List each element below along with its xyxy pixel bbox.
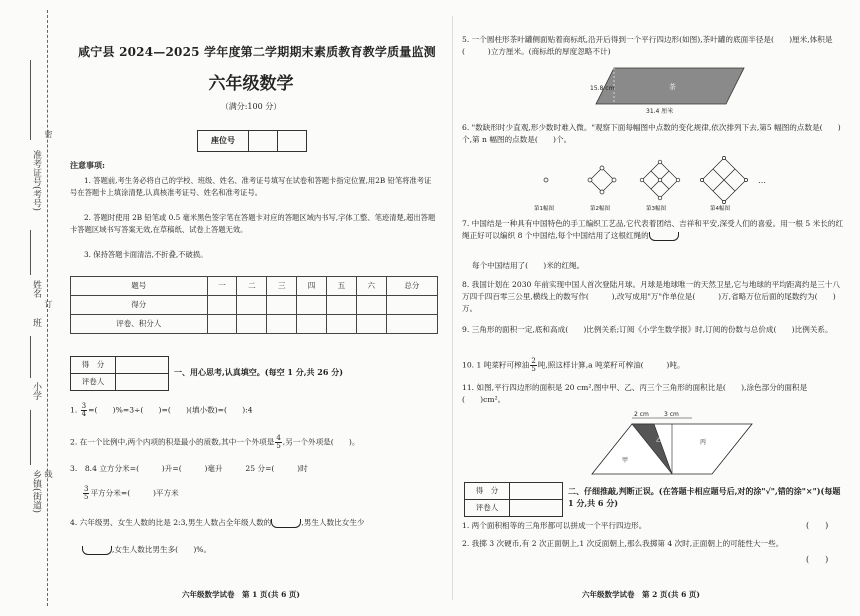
table-header-cell: 二 (237, 277, 267, 296)
score-cell[interactable] (326, 296, 356, 315)
score-cell[interactable] (237, 296, 267, 315)
binding-label-class: 班 (31, 318, 41, 327)
denominator: 5 (531, 365, 536, 373)
numerator: 3 (81, 402, 87, 410)
binding-seal-mark: 订 (44, 300, 53, 309)
question-7 (462, 218, 846, 242)
table-header-cell: 题号 (71, 277, 208, 296)
answer-paren[interactable]: ( ) (806, 555, 829, 564)
question-6: 6. "数缺形时少直观,形少数时难入微。"观察下面每幅图中点数的变化规律,依次排列下去,第5 幅图的点数是( )个,第 n 幅图的点数是( )个。 (462, 123, 841, 145)
region-label: 乙 (656, 437, 663, 444)
parallelogram-figure (590, 64, 764, 115)
score-cell[interactable] (267, 315, 297, 334)
binding-label-town: 乡镇(街道) (31, 470, 41, 514)
answer-blank[interactable] (271, 519, 301, 528)
table-row (71, 296, 438, 315)
question-number: 1. (70, 405, 78, 415)
dimension-label: 2 cm (634, 411, 649, 418)
page-footer: 六年级数学试卷 第 1 页(共 6 页) (182, 590, 300, 599)
grader-cell[interactable] (510, 500, 562, 516)
notice-title: 注意事项: (70, 160, 105, 170)
table-header-cell: 一 (207, 277, 237, 296)
table-header-cell: 总分 (386, 277, 437, 296)
question-text: =( )%=3÷( )=( )(填小数)=( ):4 (88, 405, 253, 415)
binding-underline (30, 230, 31, 275)
height-label: 15.8 cm (590, 85, 615, 92)
tea-label: 茶 (669, 83, 676, 91)
pattern-2 (588, 166, 616, 194)
section2-heading: 二、仔细推敲,判断正误。(在答题卡相应题号后,对的涂"√",错的涂"×")(每题 1 分,共 6 分) (568, 486, 841, 508)
right-page (462, 0, 850, 616)
question-text: ,男生人数比女生少 (301, 518, 365, 527)
fraction (83, 486, 89, 501)
question-1 (70, 403, 253, 418)
notice-item: 3. 保持答题卡面清洁,不折叠,不破损。 (84, 250, 208, 259)
score-cell[interactable] (356, 315, 386, 334)
binding-underline (30, 60, 31, 140)
seat-number-label: 座位号 (198, 131, 249, 151)
fraction (530, 358, 536, 373)
pattern-label: 第2幅图 (590, 206, 610, 212)
binding-label-name: 姓名 (31, 280, 41, 298)
grader-label: 评卷人 (71, 374, 116, 390)
score-cell[interactable] (326, 315, 356, 334)
question-text: ,女生人数比男生多( )%。 (112, 545, 212, 554)
seat-number-box (197, 130, 307, 152)
region-label: 甲 (622, 457, 629, 464)
page-divider (452, 16, 453, 600)
question-text: 4. 六年级男、女生人数的比是 2:3,男生人数占全年级人数的 (70, 518, 272, 527)
score-cell[interactable] (267, 296, 297, 315)
grader-cell[interactable] (116, 374, 168, 390)
pattern-1 (544, 178, 548, 182)
judge-2: 2. 我掷 3 次硬币,有 2 次正面朝上,1 次反面朝上,那么我掷第 4 次时,正面朝上的可能性大一些。 (462, 539, 784, 548)
table-row (71, 277, 438, 296)
pattern-label: 第1幅图 (534, 206, 554, 212)
score-label: 得 分 (71, 357, 116, 373)
numerator: 2 (531, 357, 536, 365)
binding-seal-mark: 线 (44, 470, 53, 479)
seat-number-cell[interactable] (278, 131, 306, 151)
numerator: 4 (276, 434, 281, 442)
notice-item: 2. 答题时使用 2B 铅笔或 0.5 毫米黑色签字笔在答题卡对应的答题区域内书写,字体工整、笔迹清楚,超出答题卡答题区域书写答案无效,在草稿纸、试卷上答题无效。 (70, 213, 436, 235)
score-cell[interactable] (116, 357, 168, 373)
binding-underline (30, 410, 31, 465)
question-3: 3. 8.4 立方分米=( )升=( )毫升 25 分=( )时 (70, 464, 308, 473)
binding-margin (0, 0, 60, 616)
pattern-3 (640, 160, 680, 200)
section1-heading: 一、用心思考,认真填空。(每空 1 分,共 26 分) (174, 367, 343, 377)
question-text: 10. 1 吨菜籽可榨油 (462, 360, 530, 370)
table-row-label: 得分 (71, 296, 208, 315)
table-header-cell: 三 (267, 277, 297, 296)
question-text: ,另一个外项是( )。 (282, 437, 360, 447)
binding-seal-mark: 密 (44, 130, 53, 139)
question-5: 5. 一个圆柱形茶叶罐侧面贴着商标纸,沿开后得到一个平行四边形(如图),茶叶罐的底面半径是( )厘米,体积是( )立方厘米。(商标纸的厚度忽略不计) (462, 35, 833, 57)
binding-label-exam-no: 准考证号(考号) (31, 150, 41, 212)
score-cell[interactable] (207, 315, 237, 334)
notice-item: 1. 答题前,考生务必将自己的学校、班级、姓名、准考证号填写在试卷和答题卡指定位置,用2B 铅笔将准考证号在答题卡上填涂清楚,认真核准考证号、姓名和准考证号。 (70, 176, 432, 198)
score-table (70, 276, 438, 334)
question-7-part2: 每个中国结用了( )米的红绳。 (472, 261, 585, 270)
question-9: 9. 三角形的面积一定,底和高成( )比例关系;订阅《小学生数学报》时,订阅的份数与总价成( )比例关系。 (462, 325, 833, 334)
answer-blank[interactable] (649, 232, 679, 241)
page-footer: 六年级数学试卷 第 2 页(共 6 页) (582, 590, 700, 599)
left-page (62, 0, 440, 616)
table-header-cell: 五 (326, 277, 356, 296)
pattern-label: 第3幅图 (646, 206, 666, 212)
section1-score-box (70, 356, 169, 391)
question-4 (70, 517, 442, 529)
triangles-figure (592, 412, 762, 482)
full-score: （满分:100 分） (220, 102, 282, 111)
question-4-part2 (82, 544, 211, 556)
table-row-label: 评卷、积分人 (71, 315, 208, 334)
denominator: 4 (81, 410, 87, 418)
judge-1: 1. 两个面积相等的三角形都可以拼成一个平行四边形。 (462, 521, 647, 530)
exam-title: 咸宁县 2024—2025 学年度第二学期期末素质教育教学质量监测 (78, 45, 436, 59)
question-text: 吨,照这样计算,a 吨菜籽可榨油( )吨。 (537, 360, 685, 370)
denominator: 5 (276, 442, 281, 450)
fraction (275, 435, 281, 450)
table-header-cell: 四 (297, 277, 327, 296)
dimension-label: 3 cm (664, 411, 679, 418)
score-cell[interactable] (207, 296, 237, 315)
pattern-label: 第4幅图 (710, 206, 730, 212)
seat-number-cell[interactable] (249, 131, 278, 151)
pattern-4 (700, 156, 747, 203)
score-label: 得 分 (465, 483, 510, 499)
question-8: 8. 我国计划在 2030 年前实现中国人首次登陆月球。月球是地球唯一的天然卫星,它与地球的平均距离约是三十八万四千四百零三公里,横线上的数写作( ),改写成用"万"作单位是( )万,省略万位后面的尾数约为( )万。 (462, 280, 840, 314)
fraction (81, 403, 87, 418)
score-cell[interactable] (386, 315, 437, 334)
score-cell[interactable] (297, 296, 327, 315)
ellipsis: … (758, 176, 766, 185)
question-2 (70, 435, 359, 450)
score-cell[interactable] (386, 296, 437, 315)
score-cell[interactable] (356, 296, 386, 315)
question-3-part2 (82, 486, 179, 501)
score-cell[interactable] (510, 483, 562, 499)
binding-label-school: 小学 (31, 382, 41, 400)
section2-score-box (464, 482, 563, 517)
question-text: 7. 中国结是一种具有中国特色的手工编织工艺品,它代表着团结、吉祥和平安,深受人们的喜爱。用一根 5 米长的红绳正好可以编织 8 个中国结,每个中国结用了这根红绳的 (462, 219, 844, 241)
answer-paren[interactable]: ( ) (806, 521, 829, 530)
score-cell[interactable] (297, 315, 327, 334)
grader-label: 评卷人 (465, 500, 510, 516)
answer-blank[interactable] (82, 546, 112, 555)
question-10 (462, 358, 846, 373)
table-row (71, 315, 438, 334)
base-label: 31.4 厘米 (646, 108, 674, 115)
denominator: 5 (84, 493, 89, 501)
numerator: 3 (84, 485, 89, 493)
subject-title: 六年级数学 (208, 74, 294, 94)
question-11: 11. 如图,平行四边形的面积是 20 cm²,图中甲、乙、丙三个三角形的面积比是( ),涂色部分的面积是( )cm²。 (462, 383, 808, 405)
binding-underline (30, 336, 31, 378)
score-cell[interactable] (237, 315, 267, 334)
question-text: 2. 在一个比例中,两个内项的积是最小的质数,其中一个外项是 (70, 437, 275, 447)
region-label: 丙 (700, 439, 707, 446)
dot-pattern-figure (532, 158, 782, 212)
table-header-cell: 六 (356, 277, 386, 296)
question-text: 平方分米=( )平方米 (90, 488, 179, 498)
